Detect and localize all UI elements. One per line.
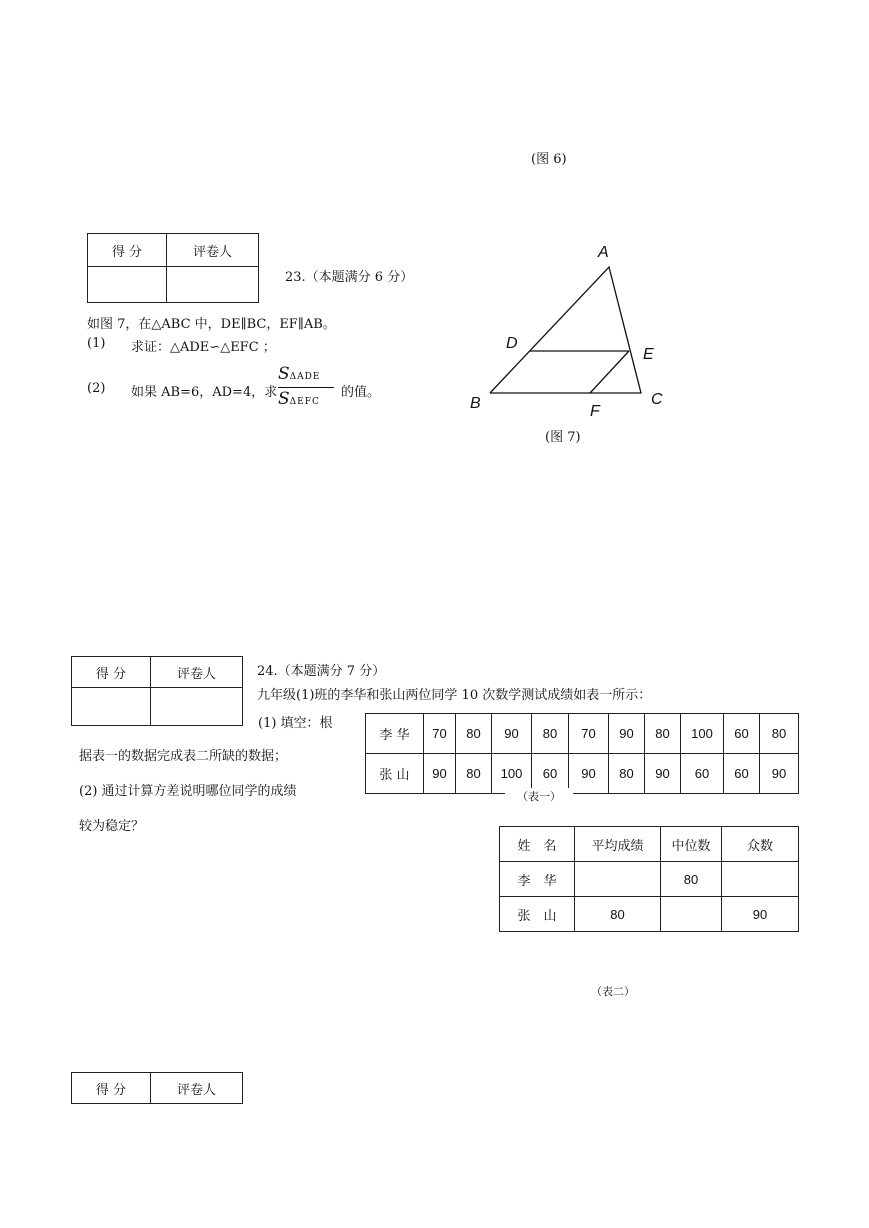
score-cell: 60 [724, 754, 760, 794]
table-row [500, 897, 799, 932]
score-box-q23 [87, 233, 259, 303]
grader-header: 评卷人 [151, 657, 243, 688]
column-header: 中位数 [661, 827, 722, 862]
area-ratio-fraction [278, 364, 336, 413]
column-header: 姓 名 [500, 827, 575, 862]
q23-stem: 如图 7，在△ABC 中，DE∥BC，EF∥AB。 [87, 317, 336, 332]
median-cell[interactable] [661, 897, 722, 932]
student-name-cell: 李 华 [366, 714, 424, 754]
table-row [366, 754, 799, 794]
score-cell: 80 [609, 754, 645, 794]
score-cell: 80 [760, 714, 799, 754]
label-b: B [470, 395, 481, 412]
table-1-caption: （表一） [505, 788, 573, 804]
score-cell[interactable] [72, 688, 151, 726]
score-cell: 100 [681, 714, 724, 754]
table-row [366, 714, 799, 754]
label-e: E [643, 346, 654, 363]
average-cell[interactable] [575, 862, 661, 897]
score-cell: 60 [532, 754, 569, 794]
segment-ef [590, 351, 629, 393]
score-cell: 90 [645, 754, 681, 794]
student-name-cell: 李 华 [500, 862, 575, 897]
score-cell: 80 [456, 754, 492, 794]
score-cell: 70 [424, 714, 456, 754]
triangle-abc [490, 267, 641, 393]
q24-part1-line2: 据表一的数据完成表二所缺的数据； [79, 749, 288, 764]
q23-part2-tail: 的值。 [341, 385, 381, 400]
q24-stem: 九年级(1)班的李华和张山两位同学 10 次数学测试成绩如表一所示： [257, 688, 652, 703]
median-cell: 80 [661, 862, 722, 897]
score-box-q24 [71, 656, 243, 726]
score-cell: 100 [492, 754, 532, 794]
score-cell: 90 [569, 754, 609, 794]
figure-7-triangle-diagram [460, 235, 680, 425]
average-cell: 80 [575, 897, 661, 932]
grader-cell[interactable] [151, 688, 243, 726]
column-header: 众数 [722, 827, 799, 862]
q24-title: 24.（本题满分 7 分） [257, 664, 386, 679]
q23-part2-text: 如果 AB=6，AD=4，求 [131, 385, 278, 400]
score-cell: 80 [645, 714, 681, 754]
figure-7-caption: (图 7) [545, 430, 581, 445]
q24-part2-line1: (2) 通过计算方差说明哪位同学的成绩 [79, 784, 297, 799]
fraction-denominator-subscript: ΔEFC [289, 397, 320, 407]
figure-6-caption: (图 6) [531, 152, 567, 167]
score-box-q25 [71, 1072, 243, 1104]
mode-cell: 90 [722, 897, 799, 932]
scores-table-1 [365, 713, 799, 794]
score-cell[interactable] [88, 267, 167, 303]
fraction-denominator-symbol: S [278, 389, 290, 409]
score-cell: 90 [609, 714, 645, 754]
q23-part1-text: 求证：△ADE∽△EFC ； [131, 340, 276, 355]
score-header: 得 分 [72, 1073, 151, 1104]
grader-header: 评卷人 [151, 1073, 243, 1104]
label-a: A [598, 244, 609, 261]
q24-part1-line1: (1) 填空：根 [258, 716, 333, 731]
grader-cell[interactable] [167, 267, 259, 303]
score-cell: 90 [424, 754, 456, 794]
score-cell: 60 [724, 714, 760, 754]
score-cell: 70 [569, 714, 609, 754]
label-c: C [651, 391, 663, 408]
label-d: D [506, 335, 518, 352]
score-header: 得 分 [88, 234, 167, 267]
student-name-cell: 张 山 [366, 754, 424, 794]
score-cell: 60 [681, 754, 724, 794]
q24-part2-line2: 较为稳定？ [79, 819, 145, 834]
table-row [500, 862, 799, 897]
grader-header: 评卷人 [167, 234, 259, 267]
score-cell: 80 [532, 714, 569, 754]
score-header: 得 分 [72, 657, 151, 688]
table-2-caption: （表二） [591, 985, 635, 998]
q23-part1-number: (1) [87, 336, 106, 351]
mode-cell[interactable] [722, 862, 799, 897]
q23-title: 23.（本题满分 6 分） [285, 270, 414, 285]
score-cell: 90 [760, 754, 799, 794]
column-header: 平均成绩 [575, 827, 661, 862]
fraction-numerator-symbol: S [278, 364, 290, 384]
answer-table-2 [499, 826, 799, 932]
score-cell: 90 [492, 714, 532, 754]
table-header-row [500, 827, 799, 862]
fraction-numerator-subscript: ΔADE [289, 372, 321, 382]
q23-part2-number: (2) [87, 381, 106, 396]
score-cell: 80 [456, 714, 492, 754]
label-f: F [590, 403, 600, 420]
student-name-cell: 张 山 [500, 897, 575, 932]
